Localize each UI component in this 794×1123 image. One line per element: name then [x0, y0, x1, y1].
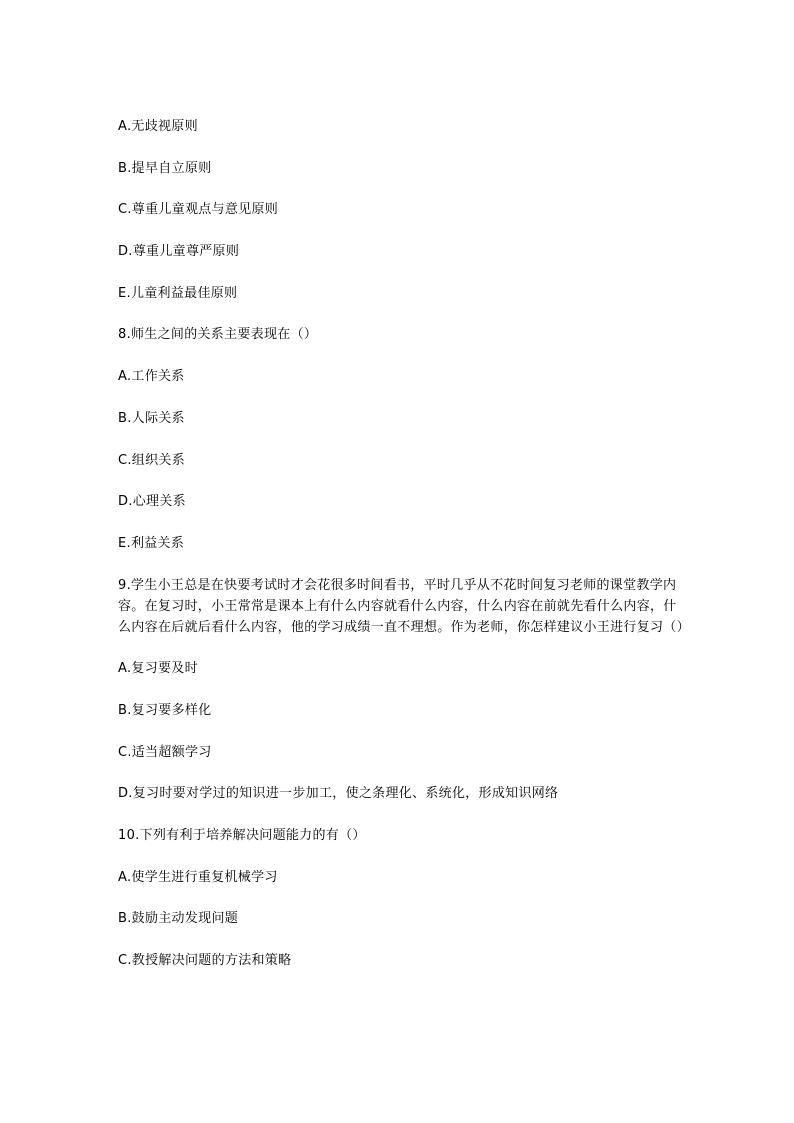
question-9: 9.学生小王总是在快要考试时才会花很多时间看书，平时几乎从不花时间复习老师的课堂教学内容。在复习时，小王常常是课本上有什么内容就看什么内容，什么内容在前就先看什么内容，什么内容在后就后看什么内容，他的学习成绩一直不理想。作为老师，你怎样建议小王进行复习（） — [118, 577, 690, 635]
option-9d: D.复习时要对学过的知识进一步加工，使之条理化、系统化，形成知识网络 — [118, 786, 559, 802]
option-9a: A.复习要及时 — [118, 661, 198, 677]
option-8a: A.工作关系 — [118, 369, 185, 385]
option-10c: C.教授解决问题的方法和策略 — [118, 953, 292, 969]
option-8e: E.利益关系 — [118, 535, 185, 551]
option-8c: C.组织关系 — [118, 452, 186, 468]
option-7e: E.儿童利益最佳原则 — [118, 285, 238, 301]
document-body — [118, 116, 690, 992]
option-7c: C.尊重儿童观点与意见原则 — [118, 202, 279, 218]
question-10: 10.下列有利于培养解决问题能力的有（） — [118, 828, 366, 843]
question-8: 8.师生之间的关系主要表现在（） — [118, 327, 318, 343]
option-7a: A.无歧视原则 — [118, 119, 198, 134]
option-10b: B.鼓励主动发现问题 — [118, 911, 239, 927]
option-7d: D.尊重儿童尊严原则 — [118, 244, 240, 260]
option-8d: D.心理关系 — [118, 494, 186, 510]
option-9b: B.复习要多样化 — [118, 702, 212, 718]
option-8b: B.人际关系 — [118, 410, 185, 426]
option-9c: C.适当超额学习 — [118, 744, 212, 760]
option-10a: A.使学生进行重复机械学习 — [118, 869, 278, 885]
option-7b: B.提早自立原则 — [118, 160, 212, 176]
